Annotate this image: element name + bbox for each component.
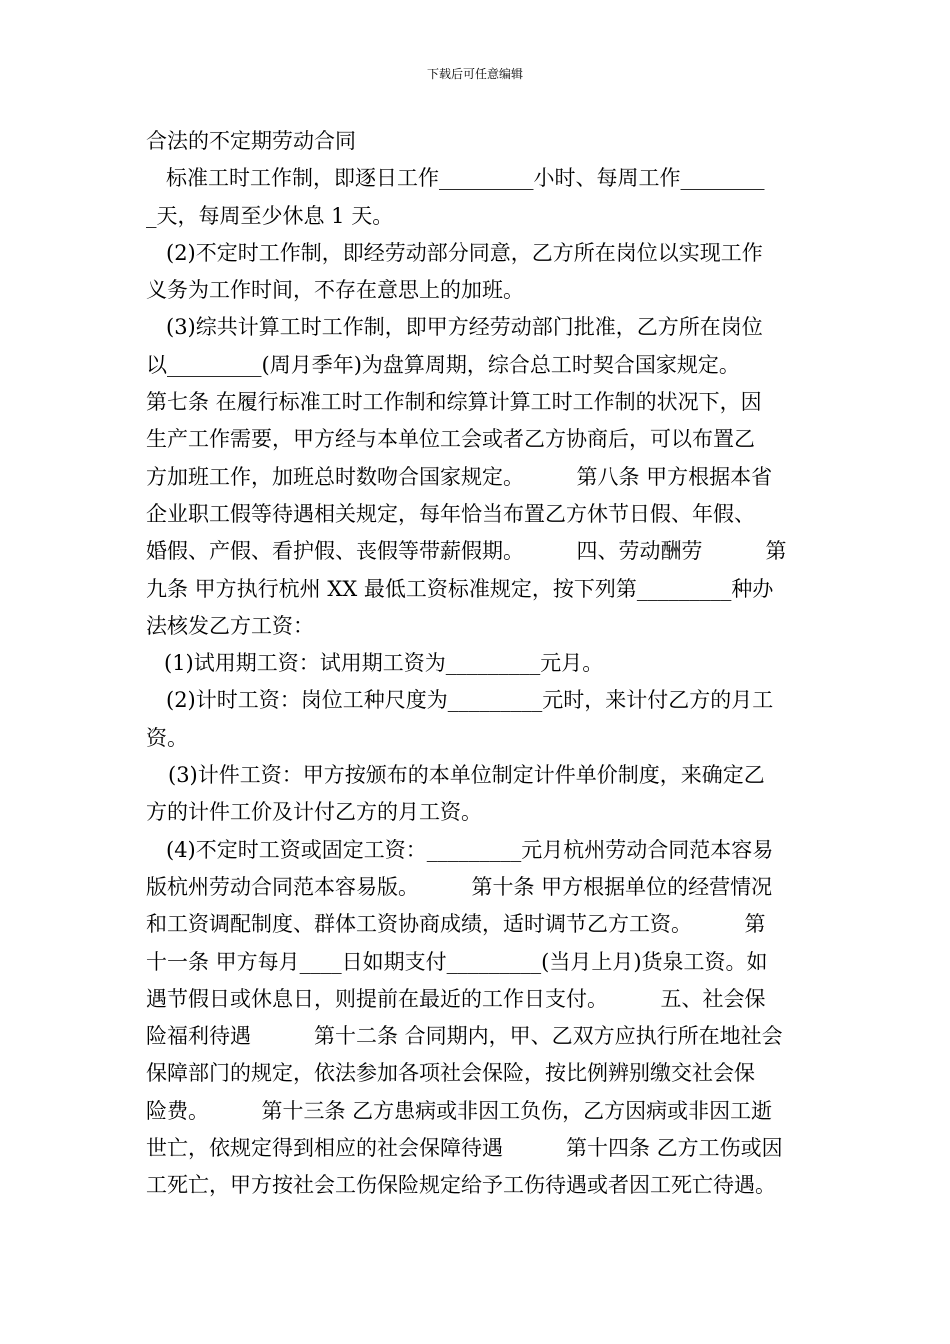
text-line: (1)试用期工资：试用期工资为_________元月。 xyxy=(164,651,604,676)
text-line: 工死亡，甲方按社会工伤保险规定给予工伤待遇或者因工死亡待遇。 xyxy=(146,1173,776,1198)
text-line: 版杭州劳动合同范本容易版。 第十条 甲方根据单位的经营情况 xyxy=(146,874,773,899)
text-line: 以_________(周月季年)为盘算周期，综合总工时契合国家规定。 xyxy=(146,352,740,377)
text-line: (4)不定时工资或固定工资：_________元月杭州劳动合同范本容易 xyxy=(166,837,774,862)
text-line: 企业职工假等待遇相关规定，每年恰当布置乙方休节日假、年假、 xyxy=(146,501,755,526)
text-line: 保障部门的规定，依法参加各项社会保险，按比例辨别缴交社会保 xyxy=(146,1061,755,1086)
text-line: 九条 甲方执行杭州 XX 最低工资标准规定，按下列第_________种办 xyxy=(146,576,774,601)
text-line: 世亡，依规定得到相应的社会保障待遇 第十四条 乙方工伤或因 xyxy=(146,1136,783,1161)
text-line: 险福利待遇 第十二条 合同期内，甲、乙双方应执行所在地社会 xyxy=(146,1024,783,1049)
text-line: 十一条 甲方每月____日如期支付_________(当月上月)货泉工资。如 xyxy=(146,949,768,974)
text-line: (3)综共计算工时工作制，即甲方经劳动部门批准，乙方所在岗位 xyxy=(166,315,763,340)
text-line: 方加班工作，加班总时数吻合国家规定。 第八条 甲方根据本省 xyxy=(146,464,773,489)
text-line: 遇节假日或休息日，则提前在最近的工作日支付。 五、社会保 xyxy=(146,986,766,1011)
text-line: 法核发乙方工资： xyxy=(146,613,314,638)
text-line: 险费。 第十三条 乙方患病或非因工负伤，乙方因病或非因工逝 xyxy=(146,1098,773,1123)
text-line: 方的计件工价及计付乙方的月工资。 xyxy=(146,800,482,825)
text-line: 资。 xyxy=(146,725,188,750)
text-line: (2)计时工资：岗位工种尺度为_________元时，来计付乙方的月工 xyxy=(166,688,774,713)
page-header: 下载后可任意编辑 xyxy=(426,67,523,81)
text-line: 和工资调配制度、群体工资协商成绩，适时调节乙方工资。 第 xyxy=(146,912,766,937)
text-line: 义务为工作时间，不存在意思上的加班。 xyxy=(146,278,524,303)
text-line: 生产工作需要，甲方经与本单位工会或者乙方协商后，可以布置乙 xyxy=(146,427,755,452)
document-title: 合法的不定期劳动合同 xyxy=(146,129,356,153)
document-body xyxy=(146,123,814,1205)
text-line: _天，每周至少休息 1 天。 xyxy=(146,203,394,228)
text-line: 标准工时工作制，即逐日工作_________小时、每周工作________ xyxy=(166,166,765,191)
text-line: 第七条 在履行标准工时工作制和综算计算工时工作制的状况下，因 xyxy=(146,390,762,415)
text-line: (2)不定时工作制，即经劳动部分同意，乙方所在岗位以实现工作 xyxy=(166,240,763,265)
text-line: 婚假、产假、看护假、丧假等带薪假期。 四、劳动酬劳 第 xyxy=(146,539,787,564)
text-line: (3)计件工资：甲方按颁布的本单位制定计件单价制度，来确定乙 xyxy=(168,763,765,788)
